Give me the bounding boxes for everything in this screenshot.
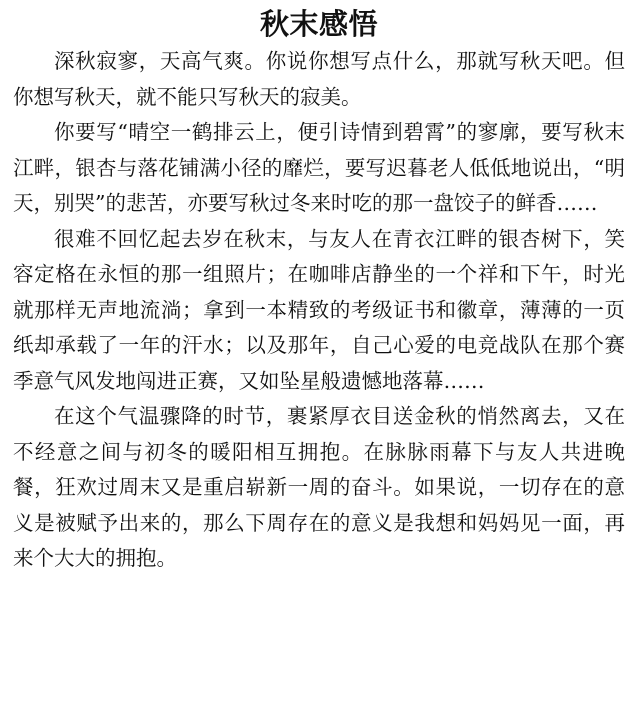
paragraph-2: 你要写“晴空一鹤排云上，便引诗情到碧霄”的寥廓，要写秋末江畔，银杏与落花铺满小径的靡烂，要写迟暮老人低低地说出，“明天，别哭”的悲苦，亦要写秋过冬来时吃的那一盘饺子的鲜香…… — [13, 120, 625, 215]
paragraph-4: 在这个气温骤降的时节，裹紧厚衣目送金秋的悄然离去，又在不经意之间与初冬的暖阳相互拥抱。在脉脉雨幕下与友人共进晚餐，狂欢过周末又是重启崭新一周的奋斗。如果说，一切存在的意义是被赋予出来的，那么下周存在的意义是我想和妈妈见一面，再来个大大的拥抱。 — [13, 404, 625, 570]
paragraph-3: 很难不回忆起去岁在秋末，与友人在青衣江畔的银杏树下，笑容定格在永恒的那一组照片；在咖啡店静坐的一个祥和下午，时光就那样无声地流淌；拿到一本精致的考级证书和徽章，薄薄的一页纸却承载了一年的汗水；以及那年，自己心爱的电竞战队在那个赛季意气风发地闯进正赛，又如坠星般遗憾地落幕…… — [13, 226, 625, 393]
document-title: 秋末感悟 — [259, 7, 378, 41]
paragraph-1: 深秋寂寥，天高气爽。你说你想写点什么，那就写秋天吧。但你想写秋天，就不能只写秋天的寂美。 — [13, 49, 625, 109]
